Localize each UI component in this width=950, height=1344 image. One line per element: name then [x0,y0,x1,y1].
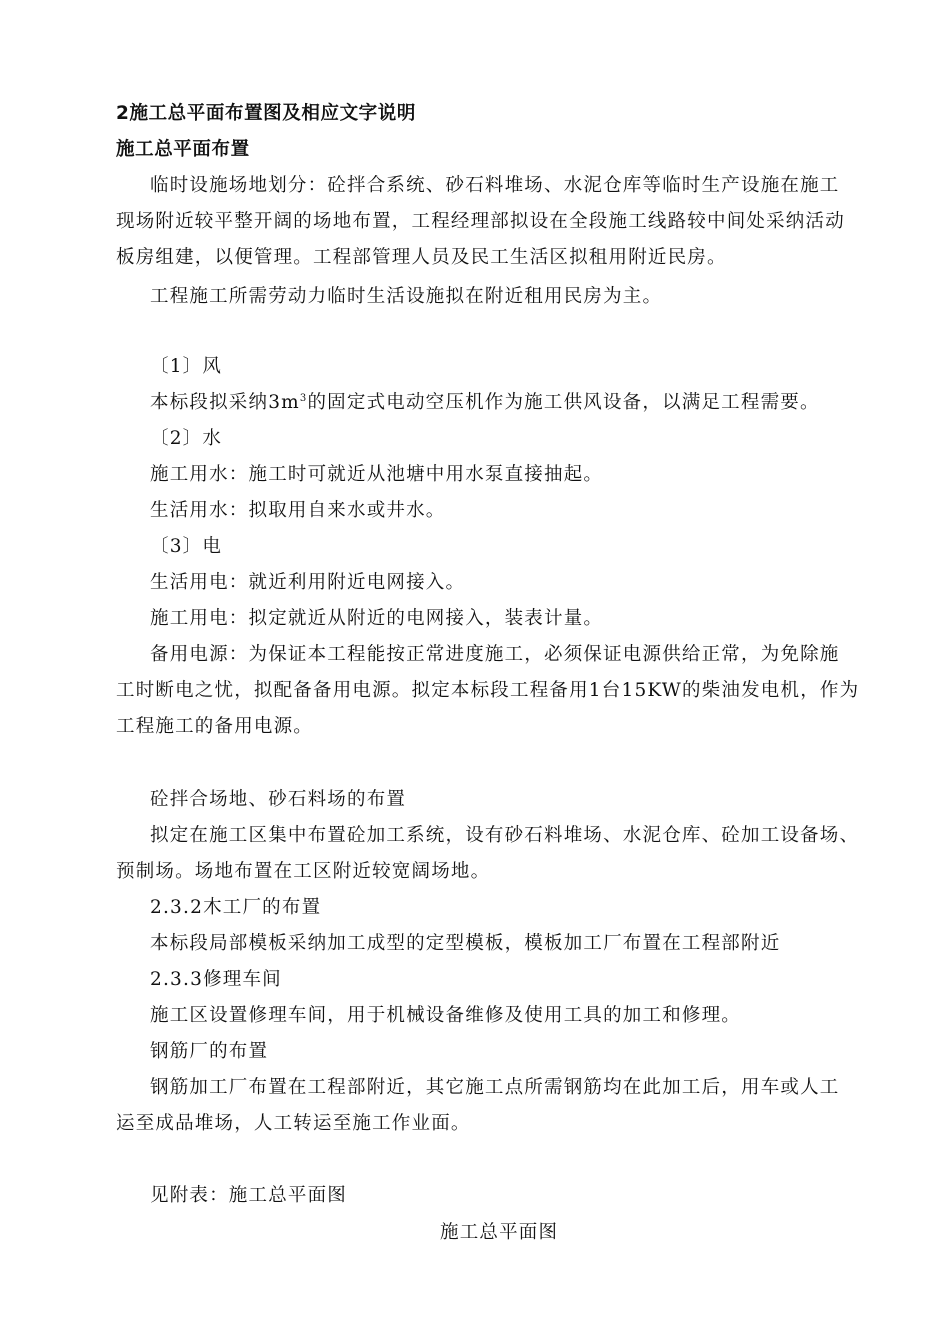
repair-text: 施工区设置修理车间，用于机械设备维修及使用工具的加工和修理。 [150,1005,742,1026]
wood-text: 本标段局部模板采纳加工成型的定型模板，模板加工厂布置在工程部附近 [150,933,781,954]
wind-title: 〔1〕风 [150,356,223,377]
section-heading: 施工总平面布置 [116,139,250,160]
backup-power-line-2: 工时断电之忧，拟配备备用电源。拟定本标段工程备用1台15KW的柴油发电机，作为 [116,680,860,701]
rebar-title: 钢筋厂的布置 [150,1041,269,1062]
backup-power-line-3: 工程施工的备用电源。 [116,716,314,737]
wind-text-superscript: 3 [299,392,308,404]
wood-title: 2.3.2木工厂的布置 [150,897,322,918]
appendix-reference: 见附表：施工总平面图 [150,1185,348,1206]
rebar-text-line-2: 运至成品堆场，人工转运至施工作业面。 [116,1113,471,1134]
wind-text [150,390,820,416]
water-title: 〔2〕水 [150,428,223,449]
wind-text-post: 的固定式电动空压机作为施工供风设备，以满足工程需要。 [307,392,820,413]
concrete-text-line-2: 预制场。场地布置在工区附近较宽阔场地。 [116,861,491,882]
backup-power-line-1: 备用电源：为保证本工程能按正常进度施工，必须保证电源供给正常，为免除施 [150,644,840,665]
intro-paragraph-line-2: 现场附近较平整开阔的场地布置，工程经理部拟设在全段施工线路较中间处采纳活动 [116,211,845,232]
concrete-text-line-1: 拟定在施工区集中布置砼加工系统，设有砂石料堆场、水泥仓库、砼加工设备场、 [150,825,860,846]
wind-text-pre: 本标段拟采纳3m [150,392,300,413]
figure-caption: 施工总平面图 [440,1222,559,1243]
intro-paragraph-line-3: 板房组建，以便管理。工程部管理人员及民工生活区拟租用附近民房。 [116,247,727,268]
power-title: 〔3〕电 [150,536,223,557]
concrete-title: 砼拌合场地、砂石料场的布置 [150,789,407,810]
intro-paragraph-2: 工程施工所需劳动力临时生活设施拟在附近租用民房为主。 [150,286,663,307]
living-water-text: 生活用水：拟取用自来水或井水。 [150,500,446,521]
intro-paragraph-line-1: 临时设施场地划分：砼拌合系统、砂石料堆场、水泥仓库等临时生产设施在施工 [150,175,840,196]
rebar-text-line-1: 钢筋加工厂布置在工程部附近，其它施工点所需钢筋均在此加工后，用车或人工 [150,1077,840,1098]
construction-water-text: 施工用水：施工时可就近从池塘中用水泵直接抽起。 [150,464,604,485]
living-power-text: 生活用电：就近利用附近电网接入。 [150,572,466,593]
construction-power-text: 施工用电：拟定就近从附近的电网接入，装表计量。 [150,608,604,629]
repair-title: 2.3.3修理车间 [150,969,282,990]
document-heading: 2施工总平面布置图及相应文字说明 [116,103,416,124]
